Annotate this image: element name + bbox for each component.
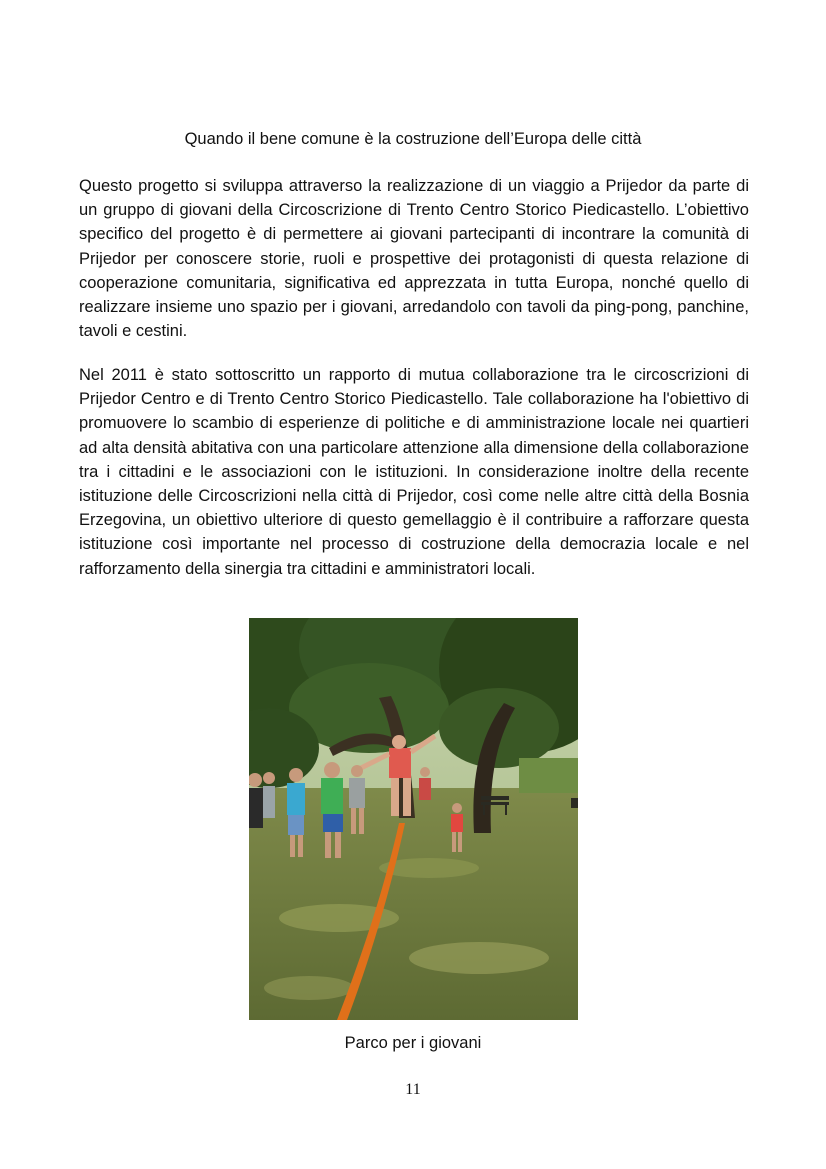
park-photo <box>249 618 578 1020</box>
figure-caption: Parco per i giovani <box>344 1034 482 1052</box>
paragraph-project-description: Questo progetto si sviluppa attraverso la realizzazione di un viaggio a Prijedor da parte di un gruppo di giovani della Circoscrizione di Trento Centro Storico Piedicastello. L’obiettivo specifico del progetto è di permettere ai giovani partecipanti di incontrare la comunità di Prijedor per conoscere storie, ruoli e prospettive dei protagonisti di questa relazione di cooperazione comunitaria, significativa ed apprezzata in tutta Europa, nonché quello di realizzare insieme uno spazio per i giovani, arredandolo con tavoli da ping-pong, panchine, tavoli e cestini. <box>79 177 749 341</box>
park-bench <box>481 796 509 800</box>
park-photo-illustration <box>249 618 578 1020</box>
page-number: 11 <box>405 1081 421 1098</box>
paragraph-collaboration: Nel 2011 è stato sottoscritto un rapporto di mutua collaborazione tra le circoscrizioni di Prijedor Centro e di Trento Centro Storico Piedicastello. Tale collaborazione ha l'obiettivo di promuovere lo scambio di esperienze di politiche e di amministrazione locale nei quartieri ad alta densità abitativa con una particolare attenzione alla dimensione della collaborazione tra i cittadini e le associazioni con le istituzioni. In considerazione inoltre della recente istituzione delle Circoscrizioni nella città di Prijedor, così come nelle altre città della Bosnia Erzegovina, un obiettivo ulteriore di questo gemellaggio è il contribuire a rafforzare questa istituzione così importante nel processo di costruzione della democrazia locale e nel rafforzamento della sinergia tra cittadini e amministratori locali. <box>79 366 749 578</box>
section-title: Quando il bene comune è la costruzione dell’Europa delle città <box>184 130 642 148</box>
